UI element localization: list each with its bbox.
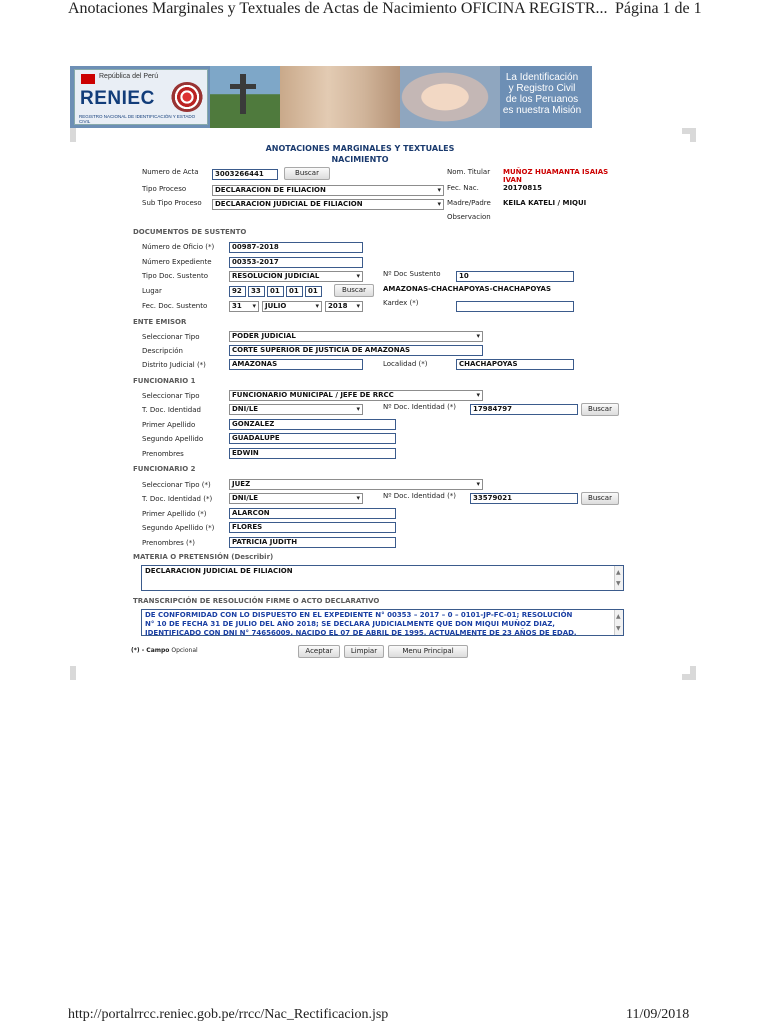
section-funcionario-2: FUNCIONARIO 2 [133, 465, 196, 473]
f2-prenombres-input[interactable]: PATRICIA JUDITH [229, 537, 396, 548]
f1-tipo-label: Seleccionar Tipo [142, 392, 200, 400]
oficio-input[interactable]: 00987-2018 [229, 242, 363, 253]
chevron-down-icon: ▾ [356, 494, 360, 502]
transcripcion-line: IDENTIFICADO CON DNI N° 74656009, NACIDO EL 07 DE ABRIL DE 1995, ACTUALMENTE DE 23 AÑOS DE EDAD, [145, 629, 577, 636]
nom-titular-label: Nom. Titular [447, 168, 491, 176]
scrollbar[interactable]: ▲ ▼ [614, 610, 623, 635]
chevron-down-icon: ▾ [476, 332, 480, 340]
kardex-label: Kardex (*) [383, 299, 419, 307]
tipo-doc-label: Tipo Doc. Sustento [142, 272, 208, 280]
f2-tipo-label: Seleccionar Tipo (*) [142, 481, 211, 489]
f2-primer-input[interactable]: ALARCON [229, 508, 396, 519]
print-footer-date: 11/09/2018 [626, 1007, 690, 1022]
madre-padre-label: Madre/Padre [447, 199, 491, 207]
fec-nac-label: Fec. Nac. [447, 184, 479, 192]
nom-titular-value-2: IVAN [503, 176, 522, 184]
f2-nrodoc-label: Nº Doc. Identidad (*) [383, 492, 457, 500]
fec-anio-select[interactable]: 2018 ▾ [325, 301, 363, 312]
print-footer-url: http://portalrrcc.reniec.gob.pe/rrcc/Nac_Rectificacion.jsp [68, 1007, 389, 1022]
print-header-title: Anotaciones Marginales y Textuales de Actas de Nacimiento OFICINA REGISTR... [68, 0, 608, 17]
lugar-code-input[interactable]: 01 [305, 286, 322, 297]
f1-tipo-select[interactable]: FUNCIONARIO MUNICIPAL / JEFE DE RRCC ▾ [229, 390, 483, 401]
f1-tdoc-select[interactable]: DNI/LE ▾ [229, 404, 363, 415]
descripcion-label: Descripción [142, 347, 183, 355]
f2-primer-label: Primer Apellido (*) [142, 510, 207, 518]
madre-padre-value: KEILA KATELI / MIQUI [503, 199, 587, 207]
reniec-banner [70, 66, 592, 128]
f1-primer-input[interactable]: GONZALEZ [229, 419, 396, 430]
sub-tipo-label: Sub Tipo Proceso [142, 199, 202, 207]
f1-prenombres-input[interactable]: EDWIN [229, 448, 396, 459]
chevron-down-icon: ▾ [315, 302, 319, 310]
legend-optional: Opcional [171, 647, 198, 654]
chevron-down-icon: ▾ [476, 480, 480, 488]
f2-segundo-input[interactable]: FLORES [229, 522, 396, 533]
materia-textarea[interactable]: DECLARACION JUDICIAL DE FILIACION ▲ ▼ [141, 565, 624, 591]
f2-buscar-button[interactable]: Buscar [581, 492, 619, 505]
lugar-code-input[interactable]: 33 [248, 286, 265, 297]
sub-tipo-select[interactable]: DECLARACION JUDICIAL DE FILIACION ▾ [212, 199, 444, 210]
corner-mark [70, 666, 76, 680]
aceptar-button[interactable]: Aceptar [298, 645, 340, 658]
f2-nrodoc-input[interactable]: 33579021 [470, 493, 578, 504]
tipo-doc-select[interactable]: RESOLUCION JUDICIAL ▾ [229, 271, 363, 282]
f1-segundo-label: Segundo Apellido [142, 435, 204, 443]
lugar-code-input[interactable]: 92 [229, 286, 246, 297]
expediente-label: Número Expediente [142, 258, 212, 266]
corner-mark [70, 128, 76, 142]
f2-tipo-select[interactable]: JUEZ ▾ [229, 479, 483, 490]
chevron-down-icon: ▾ [476, 391, 480, 399]
f1-nrodoc-label: Nº Doc. Identidad (*) [383, 403, 457, 411]
buscar-acta-button[interactable]: Buscar [284, 167, 330, 180]
f2-segundo-label: Segundo Apellido (*) [142, 524, 215, 532]
lugar-label: Lugar [142, 287, 162, 295]
fingerprint-icon [171, 82, 203, 112]
peru-shield-icon [81, 74, 95, 84]
observacion-label: Observacion [447, 213, 491, 221]
form-title: ANOTACIONES MARGINALES Y TEXTUALES [265, 144, 455, 153]
lugar-text: AMAZONAS-CHACHAPOYAS-CHACHAPOYAS [383, 285, 551, 293]
oficio-label: Número de Oficio (*) [142, 243, 215, 251]
numero-acta-input[interactable]: 3003266441 [212, 169, 278, 180]
section-sustento: DOCUMENTOS DE SUSTENTO [133, 228, 247, 236]
emisor-tipo-select[interactable]: PODER JUDICIAL ▾ [229, 331, 483, 342]
form-subtitle: NACIMIENTO [331, 155, 389, 164]
couple-photo [280, 66, 400, 128]
nro-doc-sustento-input[interactable]: 10 [456, 271, 574, 282]
f2-tdoc-label: T. Doc. Identidad (*) [142, 495, 213, 503]
nro-doc-sustento-label: Nº Doc Sustento [383, 270, 441, 278]
section-materia: MATERIA O PRETENSIÓN (Describir) [133, 553, 274, 561]
print-header-page: Página 1 de 1 [615, 0, 702, 17]
country-label: República del Perú [99, 73, 159, 80]
fec-mes-select[interactable]: JULIO ▾ [262, 301, 322, 312]
f1-nrodoc-input[interactable]: 17984797 [470, 404, 578, 415]
logo-text: RENIEC [80, 88, 155, 109]
cross-photo [210, 66, 280, 128]
transcripcion-line: N° 10 DE FECHA 31 DE JULIO DEL AÑO 2018; SE DECLARA JUDICIALMENTE QUE DON MIQUI MUÑOZ DIAZ, [145, 620, 555, 628]
corner-mark [690, 128, 696, 142]
f1-segundo-input[interactable]: GUADALUPE [229, 433, 396, 444]
transcripcion-textarea[interactable] [141, 609, 624, 636]
f2-tdoc-select[interactable]: DNI/LE ▾ [229, 493, 363, 504]
legend [131, 647, 198, 654]
transcripcion-line: DE CONFORMIDAD CON LO DISPUESTO EN EL EXPEDIENTE N° 00353 – 2017 – 0 – 0101-JP-FC-01; RESOLUCIÓN [145, 611, 573, 619]
chevron-down-icon: ▾ [437, 200, 441, 208]
buscar-lugar-button[interactable]: Buscar [334, 284, 374, 297]
f1-prenombres-label: Prenombres [142, 450, 184, 458]
reniec-logo [74, 69, 208, 125]
lugar-code-input[interactable]: 01 [267, 286, 284, 297]
chevron-down-icon: ▾ [252, 302, 256, 310]
banner-slogan: La Identificación y Registro Civil de los Peruanos es nuestra Misión [502, 72, 582, 116]
descripcion-input[interactable]: CORTE SUPERIOR DE JUSTICIA DE AMAZONAS [229, 345, 483, 356]
fec-nac-value: 20170815 [503, 184, 542, 192]
f2-prenombres-label: Prenombres (*) [142, 539, 195, 547]
chevron-down-icon: ▾ [437, 186, 441, 194]
expediente-input[interactable]: 00353-2017 [229, 257, 363, 268]
emisor-tipo-label: Seleccionar Tipo [142, 333, 200, 341]
numero-acta-label: Numero de Acta [142, 168, 199, 176]
section-transcripcion: TRANSCRIPCIÓN DE RESOLUCIÓN FIRME O ACTO DECLARATIVO [133, 597, 380, 605]
distrito-input[interactable]: AMAZONAS [229, 359, 363, 370]
chevron-down-icon: ▾ [356, 302, 360, 310]
tipo-proceso-label: Tipo Proceso [142, 185, 187, 193]
fec-doc-label: Fec. Doc. Sustento [142, 302, 208, 310]
legend-star: (*) - Campo [131, 647, 170, 654]
section-funcionario-1: FUNCIONARIO 1 [133, 377, 196, 385]
limpiar-button[interactable]: Limpiar [344, 645, 384, 658]
chevron-down-icon: ▾ [356, 272, 360, 280]
localidad-input[interactable]: CHACHAPOYAS [456, 359, 574, 370]
distrito-label: Distrito Judicial (*) [142, 361, 206, 369]
scrollbar[interactable]: ▲ ▼ [614, 566, 623, 590]
nom-titular-value: MUÑOZ HUAMANTA ISAIAS [503, 168, 609, 176]
tipo-proceso-select[interactable]: DECLARACION DE FILIACION ▾ [212, 185, 444, 196]
menu-principal-button[interactable]: Menu Principal [388, 645, 468, 658]
baby-photo [400, 66, 500, 128]
corner-mark [682, 674, 696, 680]
localidad-label: Localidad (*) [383, 360, 428, 368]
section-ente-emisor: ENTE EMISOR [133, 318, 187, 326]
f1-buscar-button[interactable]: Buscar [581, 403, 619, 416]
fec-dia-select[interactable]: 31 ▾ [229, 301, 259, 312]
kardex-input[interactable] [456, 301, 574, 312]
logo-subtitle: REGISTRO NACIONAL DE IDENTIFICACIÓN Y ESTADO CIVIL [79, 114, 196, 124]
f1-primer-label: Primer Apellido [142, 421, 196, 429]
f1-tdoc-label: T. Doc. Identidad [142, 406, 201, 414]
chevron-down-icon: ▾ [356, 405, 360, 413]
lugar-code-input[interactable]: 01 [286, 286, 303, 297]
